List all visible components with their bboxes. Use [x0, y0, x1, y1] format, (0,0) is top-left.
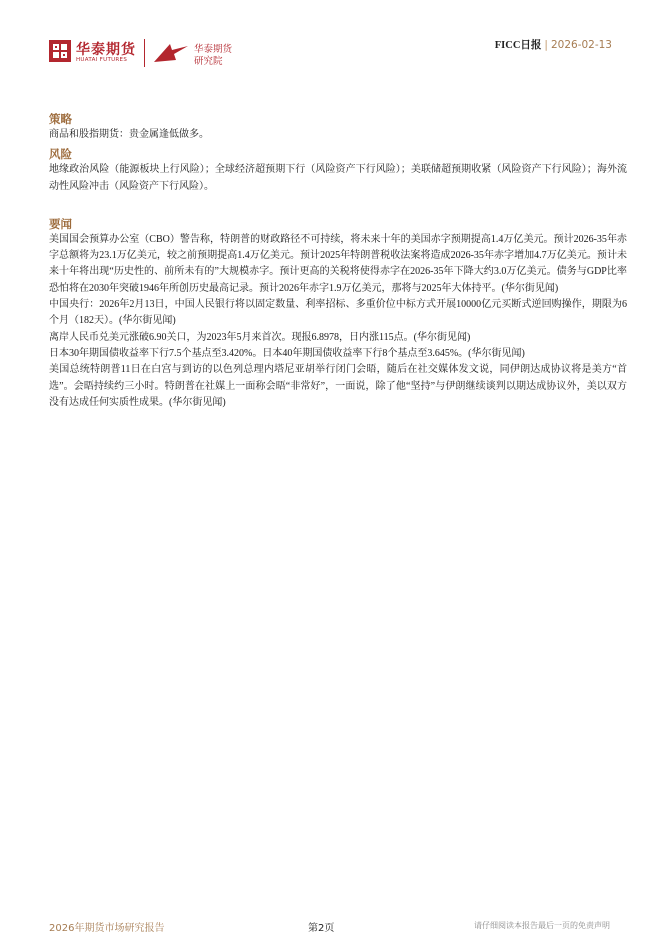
- disclaimer-note: 请仔细阅读本报告最后一页的免责声明: [474, 921, 610, 930]
- logo-divider: [144, 39, 145, 67]
- news-item: 离岸人民币兑美元涨破6.90关口，为2023年5月来首次。现报6.8978，日内涨115点。(华尔街见闻): [49, 331, 471, 343]
- risk-text: 地缘政治风险（能源板块上行风险）；全球经济超预期下行（风险资产下行风险）；美联储超预期收紧（风险资产下行风险）；海外流动性风险冲击（风险资产下行风险）。: [49, 164, 627, 192]
- strategy-heading: 策略: [49, 112, 72, 126]
- report-date: 2026-02-13: [550, 39, 612, 51]
- institute-name-line2: 研究院: [194, 56, 223, 67]
- page-header: [0, 0, 662, 80]
- footer-report-title: 2026年期货市场研究报告: [49, 923, 165, 934]
- news-item: 美国总统特朗普11日在白宫与到访的以色列总理内塔尼亚胡举行闭门会晤，随后在社交媒体发文说，同伊朗达成协议将是美方“首选”。会晤持续约三小时。特朗普在社媒上一面称会晤“非常好”，一面说，除了他“坚持”与伊朗继续谈判以期达成协议外，美以双方没有达成任何实质性成果。(华尔街见闻): [49, 364, 627, 408]
- company-name-en: HUATAI FUTURES: [76, 57, 128, 63]
- research-institute-logo: [152, 40, 242, 68]
- news-item: 美国国会预算办公室（CBO）警告称，特朗普的财政路径不可持续，将未来十年的美国赤字预期提高1.4万亿美元。预计2026-35年赤字总额将为23.1万亿美元，较之前预期提高1.4万亿美元。预计2025年特朗普税收法案将造成2026-35年赤字增加4.7万亿美元。预计未来十年将出现“历史性的、前所未有的”大规模赤字。预计更高的关税将使得赤字在2026-35年下降大约3.0万亿美元。债务与GDP比率恐怕将在2030年突破1946年所创历史最高记录。预计2026年赤字1.9万亿美元，那将与2025年大体持平。(华尔街见闻): [49, 233, 627, 294]
- report-type: FICC日报: [494, 40, 542, 51]
- report-tag: [495, 37, 612, 52]
- news-item: 中国央行：2026年2月13日，中国人民银行将以固定数量、利率招标、多重价位中标方式开展10000亿元买断式逆回购操作，期限为6个月（182天）。(华尔街见闻): [49, 299, 627, 327]
- news-heading: 要闻: [49, 216, 72, 231]
- risk-heading: 风险: [49, 147, 72, 162]
- company-name-cn: 华泰期货: [76, 42, 136, 58]
- institute-name-line1: 华泰期货: [194, 44, 233, 55]
- huatai-futures-logo: [49, 40, 149, 68]
- report-body: [49, 112, 627, 411]
- page-number: 第2页: [308, 923, 335, 934]
- strategy-text: 商品和股指期货：贵金属逢低做多。: [49, 129, 209, 140]
- huatai-logo-icon: [49, 40, 71, 62]
- swoosh-icon: [152, 42, 190, 64]
- news-item: 日本30年期国债收益率下行7.5个基点至3.420%。日本40年期国债收益率下行8个基点至3.645%。(华尔街见闻): [49, 347, 525, 359]
- tag-divider: |: [544, 39, 548, 51]
